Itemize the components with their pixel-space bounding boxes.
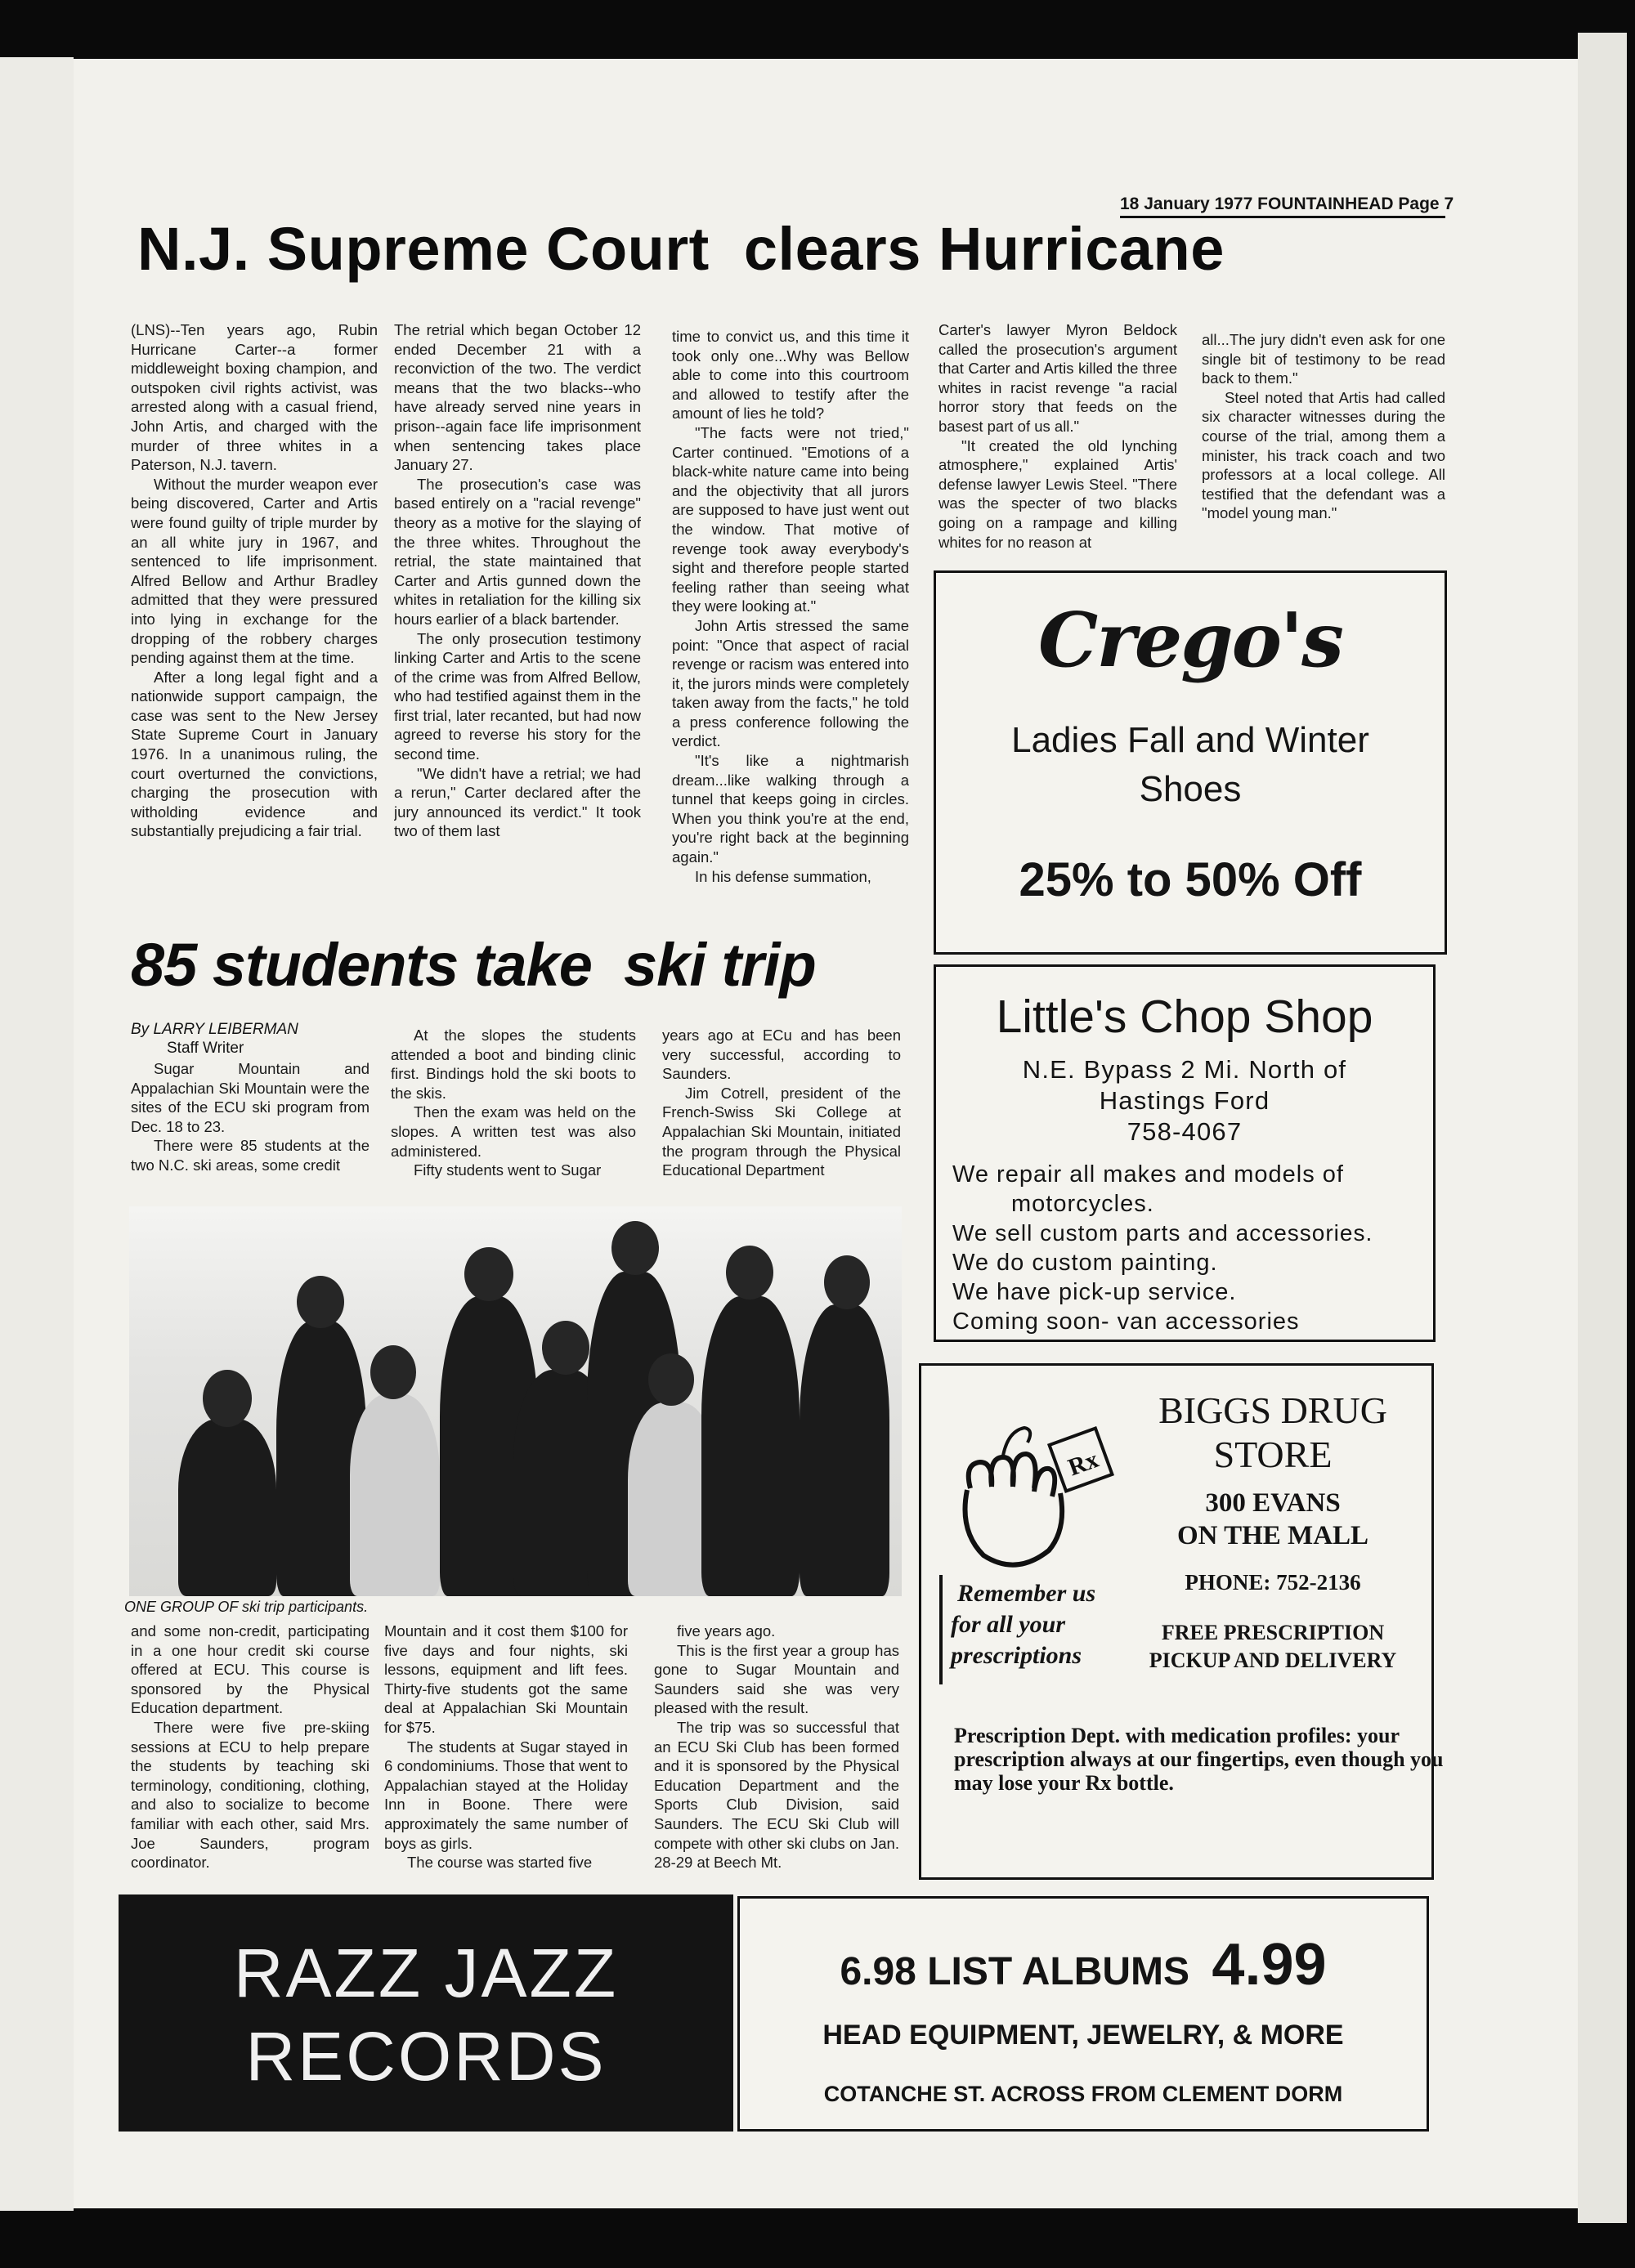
paragraph: The students at Sugar stayed in 6 condominiums. Those that went to Appalachian stayed at the Holiday Inn in Boone. There were approximately the same number of boys as girls. <box>384 1738 628 1852</box>
adjacent-page-edge <box>0 57 74 2211</box>
chop-shop-service: Coming soon- van accessories <box>952 1308 1300 1335</box>
biggs-address-line-1: 300 EVANS <box>1205 1488 1341 1518</box>
byline-author: By LARRY LEIBERMAN <box>131 1021 298 1038</box>
paragraph: years ago at ECu and has been very successful, according to Saunders. <box>662 1027 901 1083</box>
photo-caption: ONE GROUP OF ski trip participants. <box>124 1599 369 1615</box>
paragraph: five years ago. <box>677 1622 776 1639</box>
article-headline-hurricane: N.J. Supreme Court clears Hurricane <box>137 215 1225 283</box>
article2-column-1-top <box>131 1059 370 1185</box>
biggs-script-line-1: Remember us <box>957 1580 1096 1607</box>
byline <box>131 1020 376 1058</box>
ski-trip-photo <box>129 1206 902 1596</box>
crego-shoes-ad <box>934 570 1447 955</box>
paragraph: This is the first year a group has gone to Sugar Mountain and Saunders said she was very pleased with the result. <box>654 1641 899 1717</box>
paragraph: Carter's lawyer Myron Beldock called the prosecution's argument that Carter and Artis killed the three whites in racist revenge "a racial horror story that feeds on the basest part of us all." <box>938 321 1177 435</box>
albums-list-price <box>740 1931 1427 1998</box>
crego-logo: Crego's <box>1038 596 1342 684</box>
biggs-name-line-2: STORE <box>1213 1434 1333 1475</box>
article1-column-4 <box>938 320 1177 566</box>
albums-list-text: 6.98 LIST ALBUMS <box>840 1950 1190 1993</box>
chop-shop-service: We repair all makes and models of <box>952 1161 1344 1188</box>
paragraph: After a long legal fight and a nationwide support campaign, the case was sent to the New Jersey State Supreme Court in January 1976. In a unanimous ruling, the court overturned the convictions, charging the prosecution with witholding evidence and substantially prejudicing a fair trial. <box>131 668 378 840</box>
article1-column-5 <box>1202 330 1445 559</box>
paragraph: Without the murder weapon ever being discovered, Carter and Artis were found guilty of triple murder by an all white jury in 1967, and sentenced to life imprisonment. Alfred Bellow and Arthur Bradley admitted that they were pressured into lying in exchange for the dropping of the robbery charges pending against them at the time. <box>131 475 378 667</box>
paragraph: The prosecution's case was based entirely on a "racial revenge" theory as a motive for the slaying of the three whites. Throughout the retrial, the state maintained that Carter and Artis gunned down the whites in retaliation for the killing six hours earlier of a black bartender. <box>394 475 641 628</box>
article2-column-2-bottom <box>384 1622 628 1883</box>
biggs-profiles-text: Prescription Dept. with medication profiles: your prescription always at our fingertips, even though you may lose your Rx bottle. <box>954 1724 1444 1795</box>
paragraph: Sugar Mountain and Appalachian Ski Mountain were the sites of the ECU ski program from Dec. 18 to 23. <box>131 1060 370 1135</box>
paragraph: The course was started five <box>407 1854 593 1872</box>
paragraph: The trip was so successful that an ECU Ski Club has been formed and it is sponsored by the Physical Education Department and the Sports Club Division, said Saunders. The ECU Ski Club will compete with other ski clubs on Jan. 28-29 at Beech Mt. <box>654 1718 899 1872</box>
script-box-rule <box>939 1575 943 1684</box>
paragraph: and some non-credit, participating in a one hour credit ski course offered at ECU. This course is sponsored by the Physical Education department. <box>131 1622 370 1717</box>
crego-subline: Shoes <box>1139 769 1242 809</box>
hand-with-rx-tag-icon <box>946 1423 1126 1578</box>
crego-headline: Ladies Fall and Winter <box>1011 720 1369 760</box>
biggs-script-line-2: for all your <box>951 1611 1066 1638</box>
article1-column-1 <box>131 320 378 897</box>
biggs-drug-store-ad <box>919 1363 1444 1880</box>
biggs-name-line-1: BIGGS DRUG <box>1158 1389 1387 1431</box>
biggs-phone: PHONE: 752-2136 <box>1185 1570 1361 1595</box>
page-stack-edge <box>1578 33 1627 2223</box>
paragraph: Then the exam was held on the slopes. A written test was also administered. <box>391 1103 636 1160</box>
crego-sale-text: 25% to 50% Off <box>1019 853 1362 906</box>
razz-line-1: RAZZ JAZZ <box>233 1935 619 2011</box>
paragraph: John Artis stressed the same point: "Once that aspect of racial revenge or racism was entered into it, the jurors minds were completely taken away from the facts," he told a press conference following the verdict. <box>672 616 909 750</box>
paragraph: At the slopes the students attended a boot and binding clinic first. Bindings hold the ski boots to the skis. <box>391 1027 636 1102</box>
paragraph: Jim Cotrell, president of the French-Swiss Ski College at Appalachian Ski Mountain, initiated the program through the Physical Educational Department <box>662 1084 901 1179</box>
biggs-offer-line-1: FREE PRESCRIPTION <box>1161 1621 1385 1644</box>
albums-sale-ad <box>737 1896 1429 2132</box>
article1-column-3 <box>672 327 909 899</box>
paragraph: In his defense summation, <box>695 867 871 885</box>
albums-line-3: COTANCHE ST. ACROSS FROM CLEMENT DORM <box>823 2082 1343 2106</box>
albums-sale-price: 4.99 <box>1212 1932 1327 1997</box>
paragraph: time to convict us, and this time it took only one...Why was Bellow able to come into this courtroom and allowed to testify after the amount of lies he told? <box>672 328 909 423</box>
paragraph: Steel noted that Artis had called six character witnesses during the course of the trial, among them a minister, his track coach and two professors at a local college. All testified that the defendant was a "model young man." <box>1202 388 1445 522</box>
paragraph: (LNS)--Ten years ago, Rubin Hurricane Carter--a former middleweight boxing champion, and outspoken civil rights activist, was arrested along with a casual friend, John Artis, and charged with the murder of three whites in a Paterson, N.J. tavern. <box>131 321 378 474</box>
chop-shop-title: Little's Chop Shop <box>996 991 1373 1043</box>
paragraph: There were 85 students at the two N.C. ski areas, some credit <box>131 1137 370 1174</box>
article2-column-2-top <box>391 1026 636 1185</box>
paragraph: "It created the old lynching atmosphere," explained Artis' defense lawyer Lewis Steel. "There was the specter of two blacks going on a rampage and killing whites for no reason at <box>938 436 1177 551</box>
article2-column-3-top <box>662 1026 901 1185</box>
paragraph: Fifty students went to Sugar <box>414 1161 602 1179</box>
chop-shop-service: motorcycles. <box>1011 1191 1154 1217</box>
chop-shop-service: We have pick-up service. <box>952 1279 1237 1305</box>
article2-column-3-bottom <box>654 1622 899 1883</box>
chop-shop-ad <box>934 964 1436 1342</box>
article1-column-2 <box>394 320 641 897</box>
paragraph: "The facts were not tried," Carter continued. "Emotions of a black-white nature came into being and the objectivity that all jurors are supposed to have just went out the window. That motive of revenge took away everybody's sight and therefore people started feeling rather than seeing what they were looking at." <box>672 423 909 615</box>
chop-shop-phone: 758-4067 <box>1127 1117 1243 1146</box>
rx-tag-label: Rx <box>1064 1445 1103 1482</box>
razz-line-2: RECORDS <box>245 2018 607 2095</box>
header-publication: FOUNTAINHEAD <box>1257 195 1394 213</box>
paragraph: The retrial which began October 12 ended December 21 with a reconviction of the two. The verdict means that the two blacks--who have already served nine years in prison--again face life imprisonment when sentencing takes place January 27. <box>394 321 641 474</box>
article2-column-1-bottom <box>131 1622 370 1883</box>
chop-shop-address-line-2: Hastings Ford <box>1099 1086 1270 1115</box>
article-headline-ski-trip: 85 students take ski trip <box>131 931 816 999</box>
biggs-address-line-2: ON THE MALL <box>1176 1521 1369 1550</box>
biggs-offer-line-2: PICKUP AND DELIVERY <box>1149 1648 1397 1672</box>
biggs-script-line-3: prescriptions <box>951 1642 1082 1669</box>
paragraph: The only prosecution testimony linking Carter and Artis to the scene of the crime was from Alfred Bellow, who had testified against them in the first trial, later recanted, but had now agreed to reverse his story for the second time. <box>394 629 641 763</box>
albums-line-2: HEAD EQUIPMENT, JEWELRY, & MORE <box>822 2020 1344 2051</box>
chop-shop-address-line-1: N.E. Bypass 2 Mi. North of <box>1022 1055 1347 1084</box>
paragraph: "We didn't have a retrial; we had a rerun," Carter declared after the jury announced its verdict." It took two of them last <box>394 764 641 840</box>
paragraph: all...The jury didn't even ask for one single bit of testimony to be read back to them." <box>1202 331 1445 387</box>
paragraph: "It's like a nightmarish dream...like walking through a tunnel that keeps going in circles. When you think you're at the end, you're right back at the beginning again." <box>672 752 909 866</box>
paragraph: Mountain and it cost them $100 for five days and four nights, ski lessons, equipment and lift fees. Thirty-five students got the same deal at Appalachian Ski Mountain for $75. <box>384 1622 628 1736</box>
razz-jazz-records-ad <box>119 1894 733 2132</box>
chop-shop-service: We do custom painting. <box>952 1250 1218 1276</box>
byline-role: Staff Writer <box>167 1040 244 1057</box>
chop-shop-service: We sell custom parts and accessories. <box>952 1220 1373 1246</box>
header-page-number: Page 7 <box>1398 195 1454 213</box>
paragraph: There were five pre-skiing sessions at ECU to help prepare the students by teaching ski terminology, conditioning, clothing, and also to socialize to become familiar with each other, said Mrs. Joe Saunders, program coordinator. <box>131 1718 370 1872</box>
header-date: 18 January 1977 <box>1120 195 1253 213</box>
